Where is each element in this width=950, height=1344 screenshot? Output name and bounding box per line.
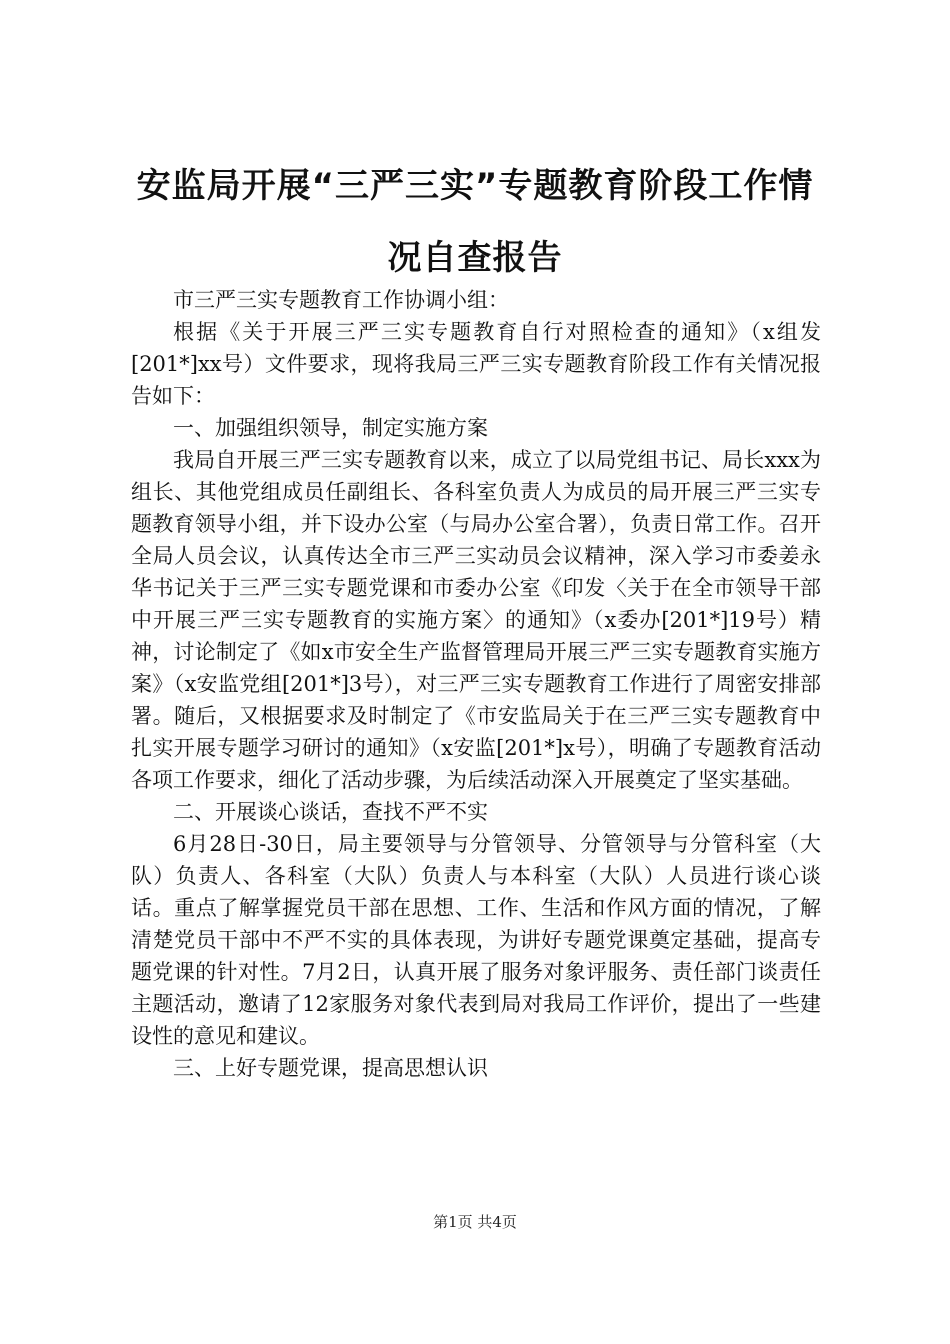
intro-paragraph: 根据《关于开展三严三实专题教育自行对照检查的通知》（x组发[201*]xx号）文件要求，现将我局三严三实专题教育阶段工作有关情况报告如下： xyxy=(131,320,821,408)
title-line-2: 况自查报告 xyxy=(387,238,563,278)
document-body xyxy=(131,284,821,1084)
section-paragraph-2: 6月28日-30日，局主要领导与分管领导、分管领导与分管科室（大队）负责人、各科室（大队）负责人与本科室（大队）人员进行谈心谈话。重点了解掌握党员干部在思想、工作、生活和作风方面的情况，了解清楚党员干部中不严不实的具体表现，为讲好专题党课奠定基础，提高专题党课的针对性。7月2日，认真开展了服务对象评服务、责任部门谈责任主题活动，邀请了12家服务对象代表到局对我局工作评价，提出了一些建设性的意见和建议。 xyxy=(131,832,821,1048)
section-paragraph-1: 我局自开展三严三实专题教育以来，成立了以局党组书记、局长xxx为组长、其他党组成员任副组长、各科室负责人为成员的局开展三严三实专题教育领导小组，并下设办公室（与局办公室合署），负责日常工作。召开全局人员会议，认真传达全市三严三实动员会议精神，深入学习市委姜永华书记关于三严三实专题党课和市委办公室《印发〈关于在全市领导干部中开展三严三实专题教育的实施方案〉的通知》（x委办[201*]19号）精神，讨论制定了《如x市安全生产监督管理局开展三严三实专题教育实施方案》（x安监党组[201*]3号），对三严三实专题教育工作进行了周密安排部署。随后，又根据要求及时制定了《市安监局关于在三严三实专题教育中扎实开展专题学习研讨的通知》（x安监[201*]x号），明确了专题教育活动各项工作要求，细化了活动步骤，为后续活动深入开展奠定了坚实基础。 xyxy=(131,448,821,792)
title-line-1: 安监局开展“三严三实”专题教育阶段工作情 xyxy=(136,166,814,206)
section-heading-1: 一、加强组织领导，制定实施方案 xyxy=(173,416,488,440)
section-heading-2: 二、开展谈心谈话，查找不严不实 xyxy=(173,800,488,824)
page-footer: 第1页 共4页 xyxy=(433,1213,517,1231)
section-heading-3: 三、上好专题党课，提高思想认识 xyxy=(173,1056,488,1080)
document-title xyxy=(110,150,840,294)
salutation: 市三严三实专题教育工作协调小组： xyxy=(173,288,509,312)
